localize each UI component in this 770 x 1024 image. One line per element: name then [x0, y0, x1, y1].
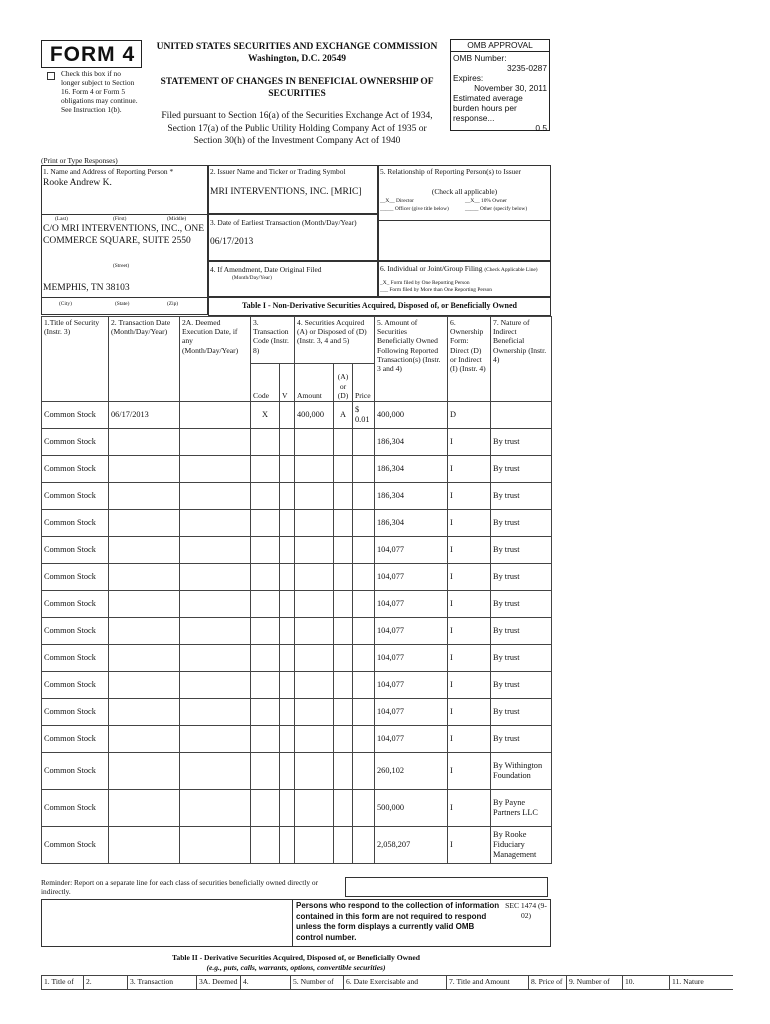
security-title-cell: Common Stock: [42, 790, 109, 827]
box4-sub: (Month/Day/Year): [232, 275, 272, 281]
print-type-note: (Print or Type Responses): [41, 156, 118, 165]
col-date-header: 2. Transaction Date (Month/Day/Year): [109, 317, 180, 402]
amount-cell: [295, 537, 334, 564]
ownership-form-cell: D: [448, 402, 491, 429]
price-cell: [353, 645, 375, 672]
omb-burden-value: 0.5: [535, 123, 547, 133]
security-title-cell: Common Stock: [42, 429, 109, 456]
box3-label: 3. Date of Earliest Transaction (Month/Day/Year): [210, 218, 357, 227]
amount-cell: [295, 591, 334, 618]
table2-header-cell: 10.: [623, 976, 670, 990]
deemed-date-cell: [180, 726, 251, 753]
filed-line-3: Section 30(h) of the Investment Company Act of 1940: [193, 136, 401, 146]
table2-header-cell: 2.: [84, 976, 128, 990]
earliest-transaction-date[interactable]: 06/17/2013: [210, 237, 254, 247]
transaction-date-cell: [109, 510, 180, 537]
box1-divider-1: [41, 214, 208, 215]
amount-cell: [295, 699, 334, 726]
a-or-d-cell: [334, 537, 353, 564]
ownership-nature-cell: By Payne Partners LLC: [491, 790, 552, 827]
ownership-form-cell: I: [448, 510, 491, 537]
security-title-cell: Common Stock: [42, 537, 109, 564]
deemed-date-cell: [180, 537, 251, 564]
ownership-nature-cell: By Withington Foundation: [491, 753, 552, 790]
security-title-cell: Common Stock: [42, 564, 109, 591]
reporting-person-address[interactable]: C/O MRI INTERVENTIONS, INC., ONE COMMERCE SQUARE, SUITE 2550: [43, 224, 204, 246]
price-cell: [353, 753, 375, 790]
transaction-date-cell: [109, 827, 180, 864]
ownership-form-cell: I: [448, 753, 491, 790]
amount-cell: [295, 790, 334, 827]
table-row: [42, 645, 552, 672]
omb-approval-box: [450, 39, 550, 131]
commission-title: [143, 41, 451, 65]
ownership-nature-cell: By trust: [491, 618, 552, 645]
code-subheader: Code: [251, 364, 280, 402]
price-cell: [353, 827, 375, 864]
one-reporting-person-option[interactable]: _X_ Form filed by One Reporting Person: [380, 280, 470, 286]
col-securities-header: 4. Securities Acquired (A) or Disposed of (D) (Instr. 3, 4 and 5): [295, 317, 375, 364]
filed-line-2: Section 17(a) of the Public Utility Holding Company Act of 1935 or: [167, 123, 427, 134]
a-or-d-cell: [334, 827, 353, 864]
director-option[interactable]: __X__ Director: [380, 198, 414, 204]
table2-header-cell: 3A. Deemed: [197, 976, 241, 990]
ownership-nature-cell: By Rooke Fiduciary Management: [491, 827, 552, 864]
security-title-cell: Common Stock: [42, 726, 109, 753]
omb-number-label: OMB Number:: [453, 53, 507, 63]
ownership-form-cell: I: [448, 726, 491, 753]
a-or-d-cell: [334, 726, 353, 753]
amount-owned-cell: 2,058,207: [375, 827, 448, 864]
v-flag-cell: [280, 429, 295, 456]
a-or-d-cell: [334, 790, 353, 827]
city-caption: (City): [59, 301, 72, 307]
table2-header-cell: 11. Nature: [670, 976, 734, 990]
reminder-box: [345, 877, 548, 897]
transaction-date-cell: [109, 537, 180, 564]
deemed-date-cell: [180, 753, 251, 790]
transaction-date-cell: [109, 753, 180, 790]
amount-cell: [295, 753, 334, 790]
form-page: [37, 35, 733, 1024]
ownership-nature-cell: By trust: [491, 483, 552, 510]
commission-line-2: Washington, D.C. 20549: [248, 54, 346, 64]
ownership-form-cell: I: [448, 790, 491, 827]
form-label-box: [41, 40, 142, 68]
deemed-date-cell: [180, 510, 251, 537]
price-cell: [353, 483, 375, 510]
transaction-date-cell: [109, 790, 180, 827]
price-cell: $ 0.01: [353, 402, 375, 429]
street-caption: (Street): [113, 263, 130, 269]
amount-cell: [295, 429, 334, 456]
reporting-person-name[interactable]: Rooke Andrew K.: [43, 178, 112, 188]
table2-title-line-1: Table II - Derivative Securities Acquired, Disposed of, or Beneficially Owned: [172, 953, 420, 962]
ownership-form-cell: I: [448, 645, 491, 672]
amount-owned-cell: 186,304: [375, 429, 448, 456]
amount-owned-cell: 104,077: [375, 699, 448, 726]
a-or-d-subheader: (A) or (D): [334, 364, 353, 402]
table-row: [42, 790, 552, 827]
box1-label: 1. Name and Address of Reporting Person *: [43, 167, 174, 176]
ownership-form-cell: I: [448, 537, 491, 564]
col-deemed-header: 2A. Deemed Execution Date, if any (Month/Day/Year): [180, 317, 251, 402]
security-title-cell: Common Stock: [42, 753, 109, 790]
v-flag-cell: [280, 726, 295, 753]
amount-owned-cell: 186,304: [375, 456, 448, 483]
amount-owned-cell: 104,077: [375, 618, 448, 645]
transaction-code-cell: [251, 672, 280, 699]
amount-owned-cell: 104,077: [375, 537, 448, 564]
sec-form-number: SEC 1474 (9-02): [505, 901, 547, 920]
security-title-cell: Common Stock: [42, 699, 109, 726]
price-cell: [353, 537, 375, 564]
ownership-form-cell: I: [448, 827, 491, 864]
price-cell: [353, 672, 375, 699]
price-cell: [353, 591, 375, 618]
ownership-nature-cell: [491, 402, 552, 429]
box6-label-sub: (Check Applicable Line): [484, 267, 538, 273]
v-subheader: V: [280, 364, 295, 402]
amount-cell: [295, 726, 334, 753]
amount-owned-cell: 104,077: [375, 672, 448, 699]
amount-owned-cell: 104,077: [375, 726, 448, 753]
ownership-nature-cell: By trust: [491, 537, 552, 564]
transaction-code-cell: [251, 591, 280, 618]
ownership-form-cell: I: [448, 618, 491, 645]
table-row: [42, 591, 552, 618]
table2-header-cell: 5. Number of: [291, 976, 344, 990]
zip-caption: (Zip): [167, 301, 179, 307]
transaction-code-cell: [251, 510, 280, 537]
last-caption: (Last): [55, 216, 68, 222]
table2-header-cell: 9. Number of: [567, 976, 623, 990]
amount-subheader: Amount: [295, 364, 334, 402]
v-flag-cell: [280, 402, 295, 429]
ownership-form-cell: I: [448, 483, 491, 510]
transaction-code-cell: [251, 456, 280, 483]
deemed-date-cell: [180, 591, 251, 618]
transaction-date-cell: [109, 564, 180, 591]
statement-line-1: STATEMENT OF CHANGES IN BENEFICIAL OWNERSHIP OF: [160, 77, 434, 87]
persons-notice: Persons who respond to the collection of information contained in this form are not required to respond unless the form displays a currently valid OMB control number.: [296, 901, 500, 942]
check-all-applicable: (Check all applicable): [431, 187, 498, 196]
amount-cell: 400,000: [295, 402, 334, 429]
table-row: [42, 753, 552, 790]
transaction-date-cell: [109, 456, 180, 483]
price-cell: [353, 618, 375, 645]
price-cell: [353, 429, 375, 456]
statement-title: [143, 76, 451, 100]
amount-owned-cell: 104,077: [375, 591, 448, 618]
form-label: FORM 4: [49, 43, 136, 66]
amount-owned-cell: 260,102: [375, 753, 448, 790]
ownership-nature-cell: By trust: [491, 591, 552, 618]
checkbox-text: Check this box if no longer subject to Section 16. Form 4 or Form 5 obligations may continue. See Instruction 1(b).: [61, 69, 138, 114]
v-flag-cell: [280, 618, 295, 645]
omb-body: [451, 52, 549, 134]
deemed-date-cell: [180, 672, 251, 699]
v-flag-cell: [280, 483, 295, 510]
table-row: [42, 618, 552, 645]
ownership-form-cell: I: [448, 429, 491, 456]
deemed-date-cell: [180, 827, 251, 864]
amount-cell: [295, 510, 334, 537]
box6-label: [380, 264, 549, 274]
transaction-code-cell: [251, 645, 280, 672]
amount-cell: [295, 827, 334, 864]
amount-cell: [295, 483, 334, 510]
commission-line-1: UNITED STATES SECURITIES AND EXCHANGE COMMISSION: [156, 42, 438, 52]
non-derivative-table: [41, 316, 552, 864]
amount-owned-cell: 104,077: [375, 564, 448, 591]
amount-owned-cell: 104,077: [375, 645, 448, 672]
transaction-date-cell: [109, 726, 180, 753]
table-row: [42, 456, 552, 483]
state-caption: (State): [115, 301, 130, 307]
transaction-date-cell: [109, 672, 180, 699]
v-flag-cell: [280, 537, 295, 564]
transaction-date-cell: [109, 645, 180, 672]
table1-body: [42, 402, 552, 864]
a-or-d-cell: [334, 672, 353, 699]
table-row: [42, 483, 552, 510]
filed-pursuant-text: [143, 110, 451, 148]
table2-header-row: [42, 976, 734, 990]
ownership-form-cell: I: [448, 591, 491, 618]
table2-title: [41, 953, 551, 973]
a-or-d-cell: [334, 456, 353, 483]
reporting-person-city[interactable]: MEMPHIS, TN 38103: [43, 283, 130, 293]
table1-header-row: [42, 317, 552, 364]
v-flag-cell: [280, 827, 295, 864]
box5-divider: [378, 220, 551, 221]
ownership-nature-cell: By trust: [491, 456, 552, 483]
deemed-date-cell: [180, 564, 251, 591]
amount-cell: [295, 645, 334, 672]
price-cell: [353, 510, 375, 537]
table2-header-cell: 1. Title of: [42, 976, 84, 990]
no-longer-subject-checkbox[interactable]: [47, 72, 55, 80]
transaction-date-cell: [109, 429, 180, 456]
omb-number-value: 3235-0287: [506, 63, 547, 73]
transaction-date-cell: 06/17/2013: [109, 402, 180, 429]
security-title-cell: Common Stock: [42, 591, 109, 618]
box6-label-text: 6. Individual or Joint/Group Filing: [380, 264, 483, 273]
price-cell: [353, 699, 375, 726]
ownership-nature-cell: By trust: [491, 699, 552, 726]
transaction-code-cell: [251, 618, 280, 645]
a-or-d-cell: [334, 753, 353, 790]
transaction-code-cell: [251, 790, 280, 827]
security-title-cell: Common Stock: [42, 483, 109, 510]
a-or-d-cell: [334, 483, 353, 510]
amount-owned-cell: 400,000: [375, 402, 448, 429]
amount-owned-cell: 500,000: [375, 790, 448, 827]
a-or-d-cell: [334, 699, 353, 726]
table-row: [42, 672, 552, 699]
derivative-table: [41, 975, 733, 990]
table2-header-cell: 4.: [241, 976, 291, 990]
security-title-cell: Common Stock: [42, 645, 109, 672]
transaction-date-cell: [109, 591, 180, 618]
statement-line-2: SECURITIES: [268, 89, 326, 99]
transaction-code-cell: [251, 564, 280, 591]
transaction-code-cell: [251, 429, 280, 456]
price-cell: [353, 726, 375, 753]
transaction-code-cell: X: [251, 402, 280, 429]
a-or-d-cell: [334, 591, 353, 618]
table2-header-cell: 3. Transaction: [128, 976, 197, 990]
issuer-name[interactable]: MRI INTERVENTIONS, INC. [MRIC]: [210, 187, 362, 197]
middle-caption: (Middle): [167, 216, 187, 222]
ownership-form-cell: I: [448, 672, 491, 699]
ownership-form-cell: I: [448, 564, 491, 591]
table-row: [42, 699, 552, 726]
table-row: [42, 429, 552, 456]
col-title-header: 1.Title of Security (Instr. 3): [42, 317, 109, 402]
transaction-code-cell: [251, 726, 280, 753]
security-title-cell: Common Stock: [42, 827, 109, 864]
table-row: [42, 537, 552, 564]
a-or-d-cell: [334, 645, 353, 672]
a-or-d-cell: [334, 510, 353, 537]
security-title-cell: Common Stock: [42, 510, 109, 537]
table-row: [42, 510, 552, 537]
col-code-header: 3. Transaction Code (Instr. 8): [251, 317, 295, 364]
table2-header-cell: 6. Date Exercisable and: [344, 976, 447, 990]
security-title-cell: Common Stock: [42, 456, 109, 483]
ownership-form-cell: I: [448, 456, 491, 483]
deemed-date-cell: [180, 699, 251, 726]
a-or-d-cell: [334, 564, 353, 591]
transaction-code-cell: [251, 753, 280, 790]
price-cell: [353, 564, 375, 591]
transaction-code-cell: [251, 537, 280, 564]
v-flag-cell: [280, 645, 295, 672]
filed-line-1: Filed pursuant to Section 16(a) of the Securities Exchange Act of 1934,: [161, 111, 433, 121]
ownership-nature-cell: By trust: [491, 645, 552, 672]
table2-header-cell: 7. Title and Amount: [447, 976, 529, 990]
v-flag-cell: [280, 456, 295, 483]
ten-percent-owner-option[interactable]: __X__ 10% Owner: [465, 198, 507, 204]
transaction-date-cell: [109, 618, 180, 645]
col-nature-header: 7. Nature of Indirect Beneficial Ownership (Instr. 4): [491, 317, 552, 402]
deemed-date-cell: [180, 645, 251, 672]
price-cell: [353, 790, 375, 827]
security-title-cell: Common Stock: [42, 402, 109, 429]
security-title-cell: Common Stock: [42, 672, 109, 699]
ownership-nature-cell: By trust: [491, 726, 552, 753]
reminder-text: Reminder: Report on a separate line for each class of securities beneficially owned directly or indirectly.: [41, 878, 319, 896]
transaction-date-cell: [109, 483, 180, 510]
first-caption: (First): [113, 216, 127, 222]
ownership-nature-cell: By trust: [491, 510, 552, 537]
transaction-code-cell: [251, 827, 280, 864]
transaction-date-cell: [109, 699, 180, 726]
table2-title-line-2: (e.g., puts, calls, warrants, options, convertible securities): [206, 963, 386, 972]
omb-burden-label: Estimated average burden hours per response...: [453, 93, 523, 123]
v-flag-cell: [280, 790, 295, 827]
other-option[interactable]: _____ Other (specify below): [465, 206, 528, 212]
table-row: [42, 726, 552, 753]
amount-cell: [295, 564, 334, 591]
a-or-d-cell: A: [334, 402, 353, 429]
v-flag-cell: [280, 753, 295, 790]
amount-cell: [295, 672, 334, 699]
table2-header-cell: 8. Price of: [529, 976, 567, 990]
table-row: [42, 564, 552, 591]
relationship-box: [378, 165, 551, 261]
a-or-d-cell: [334, 429, 353, 456]
deemed-date-cell: [180, 618, 251, 645]
ownership-nature-cell: By trust: [491, 672, 552, 699]
amount-owned-cell: 186,304: [375, 510, 448, 537]
deemed-date-cell: [180, 790, 251, 827]
deemed-date-cell: [180, 402, 251, 429]
table1-title: Table I - Non-Derivative Securities Acquired, Disposed of, or Beneficially Owned: [242, 301, 517, 310]
table-row: [42, 402, 552, 429]
a-or-d-cell: [334, 618, 353, 645]
omb-expires-value: November 30, 2011: [474, 83, 547, 93]
security-title-cell: Common Stock: [42, 618, 109, 645]
table-row: [42, 827, 552, 864]
v-flag-cell: [280, 672, 295, 699]
price-cell: [353, 456, 375, 483]
transaction-code-cell: [251, 483, 280, 510]
v-flag-cell: [280, 510, 295, 537]
ownership-nature-cell: By trust: [491, 564, 552, 591]
v-flag-cell: [280, 564, 295, 591]
deemed-date-cell: [180, 483, 251, 510]
more-reporting-persons-option[interactable]: ___ Form filed by More than One Reporting Person: [380, 287, 492, 293]
deemed-date-cell: [180, 456, 251, 483]
price-subheader: Price: [353, 364, 375, 402]
transaction-code-cell: [251, 699, 280, 726]
col-owned-header: 5. Amount of Securities Beneficially Owned Following Reported Transaction(s) (Instr. 3 and 4): [375, 317, 448, 402]
box2-label: 2. Issuer Name and Ticker or Trading Symbol: [210, 167, 346, 176]
officer-option[interactable]: _____ Officer (give title below): [380, 206, 449, 212]
ownership-form-cell: I: [448, 699, 491, 726]
amount-cell: [295, 456, 334, 483]
col-form-header: 6. Ownership Form: Direct (D) or Indirect (I) (Instr. 4): [448, 317, 491, 402]
box4-label: 4. If Amendment, Date Original Filed: [210, 265, 322, 274]
ownership-nature-cell: By trust: [491, 429, 552, 456]
box5-label: 5. Relationship of Reporting Person(s) to Issuer: [380, 167, 522, 176]
omb-expires-label: Expires:: [453, 73, 484, 83]
amount-owned-cell: 186,304: [375, 483, 448, 510]
box1-divider-2: [41, 297, 208, 298]
omb-title: OMB APPROVAL: [451, 40, 549, 52]
v-flag-cell: [280, 699, 295, 726]
deemed-date-cell: [180, 429, 251, 456]
amount-cell: [295, 618, 334, 645]
v-flag-cell: [280, 591, 295, 618]
